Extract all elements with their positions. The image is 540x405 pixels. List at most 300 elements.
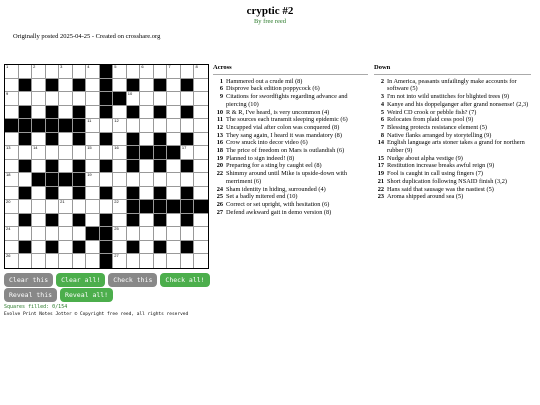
grid-block: [127, 146, 141, 160]
grid-block: [19, 119, 33, 133]
grid-block: [100, 106, 114, 120]
grid-cell[interactable]: [19, 173, 33, 187]
grid-cell[interactable]: [32, 241, 46, 255]
clear-this-button[interactable]: Clear this: [4, 273, 53, 287]
clear-all-button[interactable]: Clear all!: [56, 273, 105, 287]
clue-text: Aroma shipped around sea (5): [387, 193, 464, 201]
down-clue[interactable]: [374, 162, 531, 170]
clue-number: 13: [216, 131, 223, 139]
grid-block: [19, 133, 33, 147]
grid-cell[interactable]: [59, 214, 73, 228]
grid-cell[interactable]: [127, 254, 141, 268]
across-clue[interactable]: [213, 155, 368, 163]
across-clue[interactable]: [213, 209, 368, 217]
grid-block: [73, 241, 87, 255]
cell-number: 8: [195, 64, 198, 69]
cell-number: 20: [6, 199, 11, 205]
clue-text: Native flanks arranged by storytelling (9): [387, 131, 492, 139]
across-clue[interactable]: [213, 78, 368, 86]
grid-cell[interactable]: [86, 241, 100, 255]
grid-cell[interactable]: [181, 92, 195, 106]
grid-cell[interactable]: [86, 92, 100, 106]
clue-number: 8: [380, 131, 384, 139]
grid-cell[interactable]: [154, 92, 168, 106]
grid-cell[interactable]: [5, 187, 19, 201]
grid-cell[interactable]: [19, 92, 33, 106]
across-clue[interactable]: [213, 170, 368, 185]
grid-cell[interactable]: [194, 214, 208, 228]
clue-number: 10: [216, 108, 223, 116]
grid-cell[interactable]: [154, 64, 171, 79]
grid-cell[interactable]: [113, 79, 127, 93]
grid-cell[interactable]: [140, 92, 154, 106]
across-clue[interactable]: [213, 93, 368, 108]
grid-block: [86, 227, 100, 241]
across-clue[interactable]: [213, 116, 368, 124]
down-clue[interactable]: [374, 116, 531, 124]
grid-cell[interactable]: [32, 92, 46, 106]
grid-block: [59, 119, 73, 133]
down-clue[interactable]: [374, 186, 531, 194]
grid-cell[interactable]: [181, 254, 195, 268]
grid-cell[interactable]: [167, 133, 181, 147]
grid-block: [73, 79, 87, 93]
grid-cell[interactable]: [46, 146, 60, 160]
cell-number: 17: [181, 145, 187, 151]
cell-number: 9: [6, 91, 9, 97]
grid-cell[interactable]: [181, 173, 195, 187]
grid-cell[interactable]: [73, 254, 87, 268]
grid-cell[interactable]: [113, 65, 127, 79]
grid-cell[interactable]: [140, 227, 154, 241]
cell-number: 15: [87, 145, 92, 151]
grid-cell[interactable]: [5, 160, 19, 174]
grid-cell[interactable]: [86, 160, 100, 174]
cell-number: 16: [114, 145, 119, 151]
grid-block: [73, 106, 87, 120]
grid-cell[interactable]: [167, 254, 181, 268]
grid-cell[interactable]: [140, 214, 154, 228]
grid-cell[interactable]: [127, 227, 141, 241]
down-clue-list: [374, 78, 531, 201]
across-clue[interactable]: [213, 162, 368, 170]
grid-block: [46, 160, 60, 174]
grid-cell[interactable]: [59, 241, 73, 255]
across-clue[interactable]: [213, 186, 368, 194]
grid-cell[interactable]: [154, 173, 168, 187]
grid-cell[interactable]: [59, 200, 73, 214]
grid-block: [59, 173, 73, 187]
grid-cell[interactable]: [5, 92, 19, 106]
cell-number: 22: [114, 199, 119, 205]
grid-cell[interactable]: [167, 173, 181, 187]
grid-cell[interactable]: [194, 92, 208, 106]
grid-cell[interactable]: [32, 214, 46, 228]
across-clue[interactable]: [213, 193, 368, 201]
grid-cell[interactable]: [5, 200, 19, 214]
grid-cell[interactable]: [73, 227, 87, 241]
grid-cell[interactable]: [86, 79, 100, 93]
down-clue[interactable]: [374, 93, 531, 101]
crossword-grid[interactable]: [4, 64, 209, 269]
grid-cell[interactable]: [181, 146, 195, 160]
grid-cell[interactable]: [32, 79, 46, 93]
grid-block: [19, 187, 33, 201]
grid-block: [154, 146, 168, 160]
clue-number: 12: [216, 123, 223, 131]
clue-text: Correct or set upright, with hesitation (6): [226, 200, 330, 208]
grid-block: [73, 187, 87, 201]
clue-number: 16: [216, 139, 223, 147]
grid-block: [100, 64, 117, 79]
grid-cell[interactable]: [5, 79, 19, 93]
clue-number: 20: [216, 162, 223, 170]
grid-block: [181, 79, 195, 93]
grid-block: [127, 241, 141, 255]
grid-cell[interactable]: [113, 146, 127, 160]
grid-cell[interactable]: [194, 254, 208, 268]
across-clue-list: [213, 78, 368, 217]
grid-cell[interactable]: [86, 65, 100, 79]
grid-block: [181, 133, 195, 147]
grid-cell[interactable]: [181, 227, 195, 241]
clue-number: 3: [380, 93, 384, 101]
grid-cell[interactable]: [59, 106, 73, 120]
grid-block: [100, 214, 114, 228]
down-clue[interactable]: [374, 124, 531, 132]
across-clue[interactable]: [213, 201, 368, 209]
grid-cell[interactable]: [5, 146, 19, 160]
grid-cell[interactable]: [32, 187, 46, 201]
down-clue[interactable]: [374, 170, 531, 178]
clue-text: Uncapped vial after colon was conquered (8): [226, 123, 340, 131]
grid-cell[interactable]: [32, 146, 46, 160]
down-clue[interactable]: [374, 132, 531, 140]
grid-cell[interactable]: [113, 106, 127, 120]
grid-cell[interactable]: [86, 146, 100, 160]
grid-cell[interactable]: [46, 227, 60, 241]
grid-cell[interactable]: [113, 187, 127, 201]
cell-number: 6: [141, 64, 144, 69]
grid-cell[interactable]: [86, 214, 100, 228]
grid-cell[interactable]: [86, 200, 100, 214]
grid-cell[interactable]: [5, 227, 19, 241]
grid-cell[interactable]: [113, 173, 127, 187]
grid-block: [100, 160, 114, 174]
cell-number: 13: [6, 145, 11, 151]
grid-block: [46, 214, 60, 228]
grid-cell[interactable]: [100, 173, 114, 187]
cell-number: 3: [60, 64, 63, 69]
cell-number: 12: [114, 118, 119, 124]
grid-cell[interactable]: [86, 173, 100, 187]
down-clue[interactable]: [374, 178, 531, 186]
grid-block: [113, 92, 127, 106]
grid-cell[interactable]: [140, 119, 154, 133]
grid-block: [127, 106, 141, 120]
grid-cell[interactable]: [5, 65, 19, 79]
grid-cell[interactable]: [113, 227, 127, 241]
clue-number: 22: [216, 170, 223, 178]
clue-text: Restitution increase breaks awful reign (9): [387, 162, 495, 170]
grid-cell[interactable]: [59, 79, 73, 93]
clue-number: 6: [380, 116, 384, 124]
grid-cell[interactable]: [86, 106, 100, 120]
clue-number: 2: [380, 77, 384, 85]
grid-cell[interactable]: [194, 187, 208, 201]
clue-text: R & R, I've heard, is very uncommon (4): [226, 108, 330, 116]
grid-block: [73, 133, 87, 147]
grid-cell[interactable]: [167, 92, 181, 106]
clue-number: 14: [377, 139, 384, 147]
cell-number: 18: [6, 172, 11, 178]
across-clue[interactable]: [213, 132, 368, 140]
grid-cell[interactable]: [86, 254, 100, 268]
down-clue[interactable]: [374, 155, 531, 163]
grid-cell[interactable]: [46, 92, 60, 106]
cell-number: 19: [87, 172, 92, 178]
grid-cell[interactable]: [113, 119, 127, 133]
grid-cell[interactable]: [167, 79, 181, 93]
across-clue[interactable]: [213, 139, 368, 147]
grid-cell[interactable]: [140, 173, 154, 187]
grid-cell[interactable]: [32, 254, 46, 268]
grid-block: [100, 227, 114, 241]
clue-text: Preparing for a sting by caught eel (8): [226, 162, 322, 170]
grid-cell[interactable]: [167, 65, 181, 79]
grid-block: [5, 119, 19, 133]
grid-cell[interactable]: [140, 79, 154, 93]
grid-block: [127, 79, 141, 93]
grid-cell[interactable]: [5, 173, 19, 187]
grid-block: [46, 241, 60, 255]
grid-cell[interactable]: [140, 106, 154, 120]
down-clue[interactable]: [374, 78, 531, 93]
clue-text: Relocates from plaid cess pool (9): [387, 116, 474, 124]
clue-number: 21: [377, 177, 384, 185]
grid-cell[interactable]: [5, 214, 19, 228]
grid-cell[interactable]: [86, 187, 100, 201]
grid-block: [140, 146, 154, 160]
check-this-button[interactable]: Check this: [108, 273, 157, 287]
down-clue[interactable]: [374, 101, 531, 109]
clue-number: 23: [377, 193, 384, 201]
clue-text: Sham identity in hiding, surrounded (4): [226, 185, 326, 193]
down-clue[interactable]: [374, 193, 531, 201]
grid-cell[interactable]: [113, 241, 127, 255]
grid-cell[interactable]: [194, 160, 208, 174]
cell-number: 21: [60, 199, 65, 205]
cell-number: 2: [33, 64, 36, 69]
grid-cell[interactable]: [194, 146, 208, 160]
grid-block: [19, 214, 33, 228]
grid-cell[interactable]: [59, 92, 73, 106]
grid-cell[interactable]: [32, 200, 46, 214]
grid-block: [154, 79, 168, 93]
grid-cell[interactable]: [32, 65, 46, 79]
grid-block: [154, 200, 168, 214]
grid-cell[interactable]: [19, 200, 33, 214]
grid-cell[interactable]: [181, 119, 195, 133]
down-clue[interactable]: [374, 109, 531, 117]
grid-cell[interactable]: [59, 254, 73, 268]
grid-cell[interactable]: [140, 187, 154, 201]
grid-cell[interactable]: [194, 106, 208, 120]
grid-cell[interactable]: [32, 133, 46, 147]
grid-cell[interactable]: [113, 160, 127, 174]
grid-cell[interactable]: [167, 187, 181, 201]
grid-block: [181, 106, 195, 120]
grid-cell[interactable]: [73, 200, 87, 214]
grid-cell[interactable]: [19, 64, 36, 79]
grid-cell[interactable]: [127, 64, 144, 79]
grid-cell[interactable]: [100, 146, 114, 160]
clue-number: 19: [216, 154, 223, 162]
grid-block: [181, 160, 195, 174]
grid-cell[interactable]: [86, 119, 100, 133]
clue-text: Blessing protects resistance element (5): [387, 123, 488, 131]
clue-number: 25: [216, 193, 223, 201]
grid-cell[interactable]: [73, 92, 87, 106]
grid-cell[interactable]: [59, 187, 73, 201]
grid-cell[interactable]: [59, 133, 73, 147]
grid-cell[interactable]: [46, 64, 63, 79]
down-clue[interactable]: [374, 139, 531, 154]
clue-text: The price of freedom on Mars is outlandish (6): [226, 147, 345, 155]
grid-cell[interactable]: [32, 106, 46, 120]
grid-block: [46, 173, 60, 187]
grid-cell[interactable]: [73, 64, 90, 79]
grid-block: [181, 214, 195, 228]
clue-number: 7: [380, 123, 384, 131]
grid-cell[interactable]: [32, 227, 46, 241]
grid-cell[interactable]: [127, 92, 141, 106]
clue-text: Short duplication following NSAID finish (3,2): [387, 177, 507, 185]
cell-number: 5: [114, 64, 117, 69]
grid-block: [181, 200, 195, 214]
grid-cell[interactable]: [140, 160, 154, 174]
page-title: cryptic #2: [246, 5, 294, 17]
grid-block: [100, 187, 114, 201]
grid-cell[interactable]: [5, 254, 19, 268]
grid-block: [127, 214, 141, 228]
reveal-this-button[interactable]: Reveal this: [4, 288, 57, 302]
grid-cell[interactable]: [86, 133, 100, 147]
clue-number: 6: [219, 85, 223, 93]
grid-cell[interactable]: [59, 160, 73, 174]
clue-text: Nudge about alpha vestige (9): [387, 154, 463, 162]
clue-text: Planned to sign indeed! (8): [226, 154, 295, 162]
across-clue[interactable]: [213, 124, 368, 132]
grid-cell[interactable]: [19, 146, 33, 160]
grid-cell[interactable]: [100, 119, 114, 133]
grid-cell[interactable]: [154, 227, 168, 241]
grid-cell[interactable]: [140, 254, 154, 268]
grid-block: [46, 106, 60, 120]
check-all-button[interactable]: Check all!: [160, 273, 209, 287]
button-row-2: [4, 288, 113, 302]
grid-cell[interactable]: [46, 200, 60, 214]
grid-cell[interactable]: [154, 254, 168, 268]
grid-cell[interactable]: [167, 227, 181, 241]
clue-number: 4: [380, 100, 384, 108]
clue-number: 17: [377, 162, 384, 170]
grid-block: [73, 160, 87, 174]
grid-cell[interactable]: [140, 65, 154, 79]
cell-number: 10: [127, 91, 133, 97]
grid-cell[interactable]: [167, 119, 181, 133]
clue-text: They sang again, I heard it was mandatory (8): [226, 131, 342, 139]
grid-cell[interactable]: [5, 133, 19, 147]
grid-block: [154, 241, 168, 255]
grid-block: [154, 160, 168, 174]
clue-text: Fool is caught in call using fingers (7): [387, 170, 484, 178]
grid-cell[interactable]: [113, 200, 127, 214]
grid-cell[interactable]: [73, 146, 87, 160]
cell-number: 27: [114, 253, 119, 259]
grid-cell[interactable]: [59, 146, 73, 160]
grid-cell[interactable]: [167, 241, 181, 255]
grid-cell[interactable]: [167, 106, 181, 120]
reveal-all-button[interactable]: Reveal all!: [60, 288, 113, 302]
grid-cell[interactable]: [113, 133, 127, 147]
grid-cell[interactable]: [194, 119, 208, 133]
grid-cell[interactable]: [194, 65, 208, 79]
grid-block: [46, 133, 60, 147]
cell-number: 1: [6, 64, 9, 69]
grid-cell[interactable]: [194, 79, 208, 93]
across-clue[interactable]: [213, 109, 368, 117]
grid-cell[interactable]: [59, 227, 73, 241]
grid-cell[interactable]: [181, 64, 198, 79]
clue-text: Citations for swordfights regarding advance and piercing (10): [226, 93, 348, 108]
grid-cell[interactable]: [194, 133, 208, 147]
grid-cell[interactable]: [194, 241, 208, 255]
grid-block: [32, 173, 46, 187]
across-clue[interactable]: [213, 85, 368, 93]
grid-cell[interactable]: [19, 227, 33, 241]
grid-cell[interactable]: [113, 254, 127, 268]
grid-cell[interactable]: [167, 160, 181, 174]
grid-cell[interactable]: [140, 133, 154, 147]
grid-cell[interactable]: [194, 227, 208, 241]
grid-cell[interactable]: [127, 173, 141, 187]
clue-text: Hammered out a crude mil (8): [226, 77, 303, 85]
cell-number: 25: [114, 226, 119, 232]
grid-cell[interactable]: [59, 65, 73, 79]
clue-number: 26: [216, 200, 223, 208]
grid-cell[interactable]: [113, 214, 127, 228]
grid-block: [167, 200, 181, 214]
grid-cell[interactable]: [5, 106, 19, 120]
across-clue[interactable]: [213, 147, 368, 155]
cell-number: 14: [33, 145, 38, 151]
grid-cell[interactable]: [167, 214, 181, 228]
grid-cell[interactable]: [46, 254, 60, 268]
grid-cell[interactable]: [100, 200, 114, 214]
grid-cell[interactable]: [154, 119, 168, 133]
author-byline[interactable]: By free reed: [253, 18, 287, 25]
grid-cell[interactable]: [5, 241, 19, 255]
cell-number: 26: [6, 253, 11, 259]
grid-cell[interactable]: [32, 160, 46, 174]
grid-cell[interactable]: [194, 173, 208, 187]
clue-text: Disprove back edition poppycock (6): [226, 85, 320, 93]
grid-cell[interactable]: [140, 241, 154, 255]
footer-links[interactable]: Evolve Print Notes Jotter © Copyright free reed, all rights reserved: [4, 312, 189, 317]
grid-cell[interactable]: [127, 119, 141, 133]
grid-cell[interactable]: [19, 254, 33, 268]
